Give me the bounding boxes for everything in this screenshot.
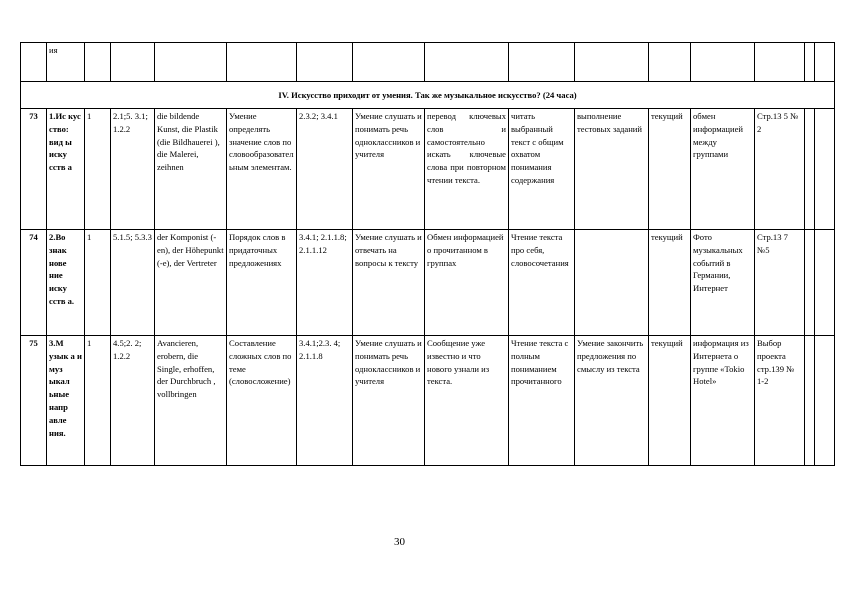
content-codes: 4.5;2. 2; 1.2.2 xyxy=(111,336,155,466)
project-work: Фото музыкальных событий в Германии, Интернет xyxy=(691,230,755,336)
homework: Стр.13 7 №5 xyxy=(755,230,805,336)
hours: 1 xyxy=(85,336,111,466)
table-row xyxy=(21,336,835,466)
vocabulary: Avancieren, erobern, die Single, erhoffen, der Durchbruch , vollbringen xyxy=(155,336,227,466)
table-row xyxy=(21,109,835,230)
project-work: информация из Интернета о группе «Tokio Hotel» xyxy=(691,336,755,466)
lesson-topic: 2.Во знак нове ние иску сств а. xyxy=(47,230,85,336)
requirement-codes: 3.4.1; 2.1.1.8; 2.1.1.12 xyxy=(297,230,353,336)
lesson-number: 75 xyxy=(21,336,47,466)
control-type: текущий xyxy=(649,336,691,466)
table-row xyxy=(21,43,835,82)
writing xyxy=(575,230,649,336)
lesson-topic: 1.Ис кус ство: вид ы иску сств а xyxy=(47,109,85,230)
reading: Чтение текста с полным пониманием прочитанного xyxy=(509,336,575,466)
writing: выполнение тестовых заданий xyxy=(575,109,649,230)
lesson-topic: 3.М узык а и муз ыкал ьные напр авле ния. xyxy=(47,336,85,466)
reading: читать выбранный текст с общим охватом понимания содержания xyxy=(509,109,575,230)
reading: Чтение текста про себя, словосочетания xyxy=(509,230,575,336)
vocabulary: die bildende Kunst, die Plastik (die Bildhauerei ), die Malerei, zeihnen xyxy=(155,109,227,230)
listening: Умение слушать и отвечать на вопросы к тексту xyxy=(353,230,425,336)
speaking: Обмен информацией о прочитанном в группах xyxy=(425,230,509,336)
section-title: IV. Искусство приходит от умения. Так же музыкальное искусство? (24 часа) xyxy=(21,82,835,109)
control-type: текущий xyxy=(649,230,691,336)
grammar: Умение определять значение слов по словообразовательным элементам. xyxy=(227,109,297,230)
grammar: Составление сложных слов по теме (словосложение) xyxy=(227,336,297,466)
page-number: 30 xyxy=(394,536,405,548)
cell-topic: ия xyxy=(47,43,85,82)
lesson-number: 73 xyxy=(21,109,47,230)
writing: Умение закончить предложения по смыслу из текста xyxy=(575,336,649,466)
section-row xyxy=(21,82,835,109)
content-codes: 2.1;5. 3.1; 1.2.2 xyxy=(111,109,155,230)
speaking: перевод ключевых слов и самостоятельно искать ключевые слова при повторном чтении текста. xyxy=(425,109,509,230)
cell-num xyxy=(21,43,47,82)
requirement-codes: 3.4.1;2.3. 4; 2.1.1.8 xyxy=(297,336,353,466)
homework: Стр.13 5 № 2 xyxy=(755,109,805,230)
grammar: Порядок слов в придаточных предложениях xyxy=(227,230,297,336)
listening: Умение слушать и понимать речь одноклассников и учителя xyxy=(353,336,425,466)
hours: 1 xyxy=(85,230,111,336)
lesson-number: 74 xyxy=(21,230,47,336)
table-row xyxy=(21,230,835,336)
vocabulary: der Komponist (-en), der Höhepunkt (-e), der Vertreter xyxy=(155,230,227,336)
hours: 1 xyxy=(85,109,111,230)
content-codes: 5.1.5; 5.3.3 xyxy=(111,230,155,336)
project-work: обмен информацией между группами xyxy=(691,109,755,230)
homework: Выбор проекта стр.139 № 1-2 xyxy=(755,336,805,466)
requirement-codes: 2.3.2; 3.4.1 xyxy=(297,109,353,230)
speaking: Сообщение уже известно и что нового узнали из текста. xyxy=(425,336,509,466)
lesson-plan-table xyxy=(20,42,835,466)
control-type: текущий xyxy=(649,109,691,230)
listening: Умение слушать и понимать речь одноклассников и учителя xyxy=(353,109,425,230)
